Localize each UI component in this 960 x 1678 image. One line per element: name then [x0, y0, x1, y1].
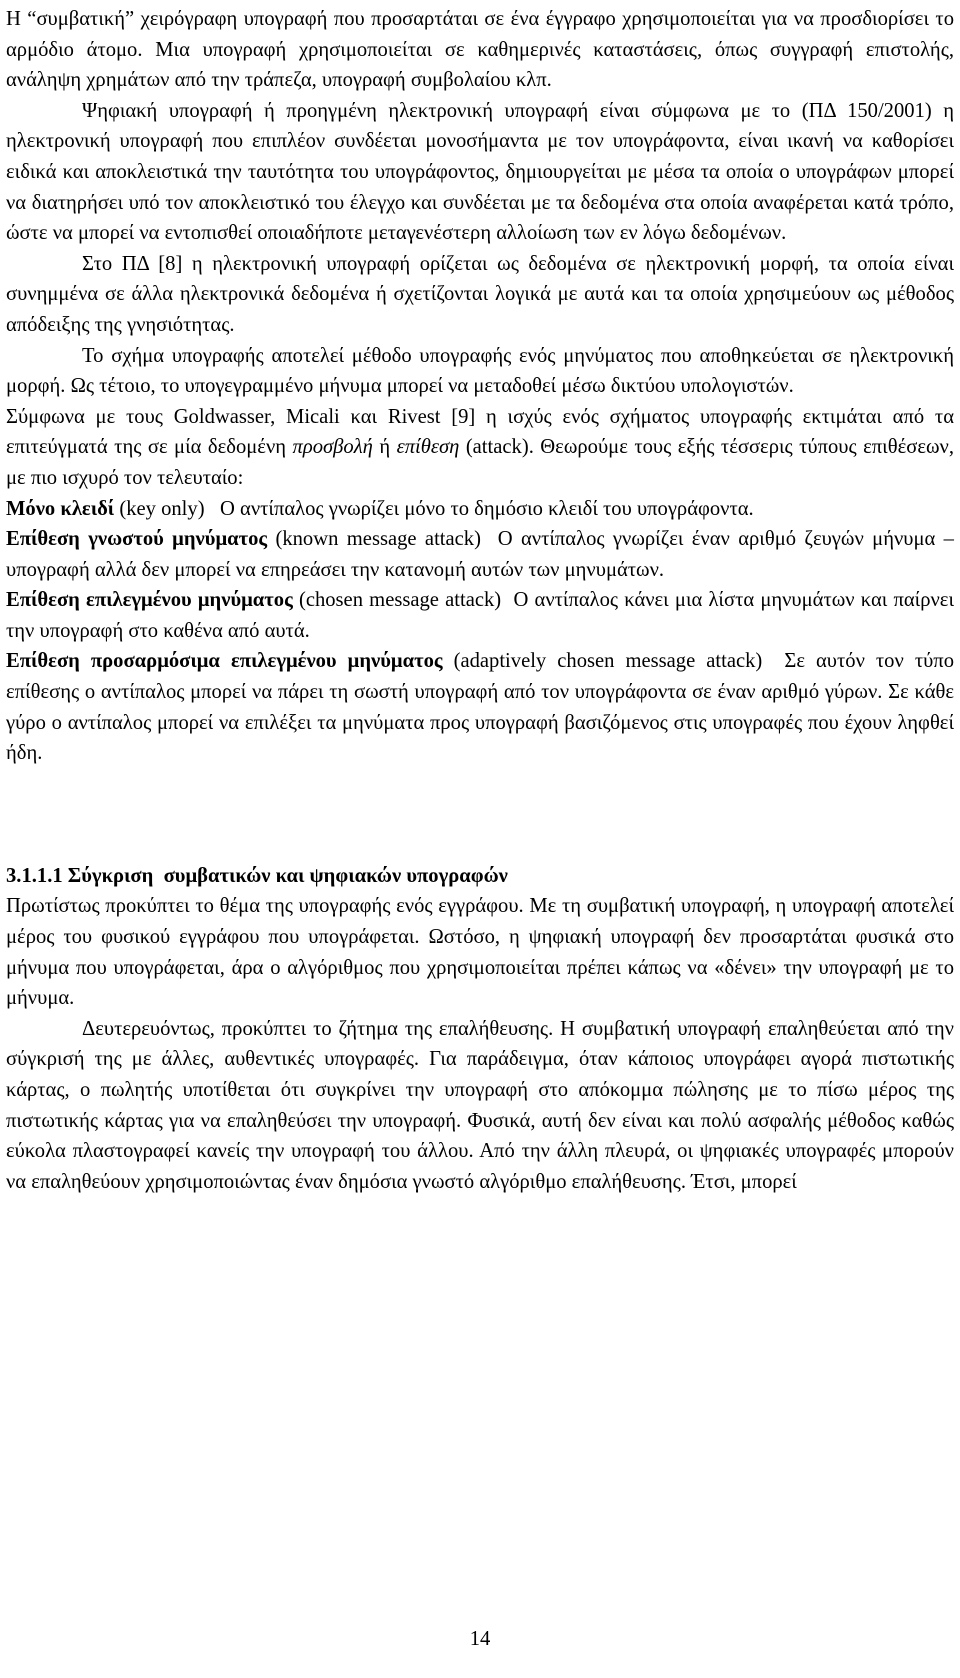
attack-intro-or: ή: [372, 436, 397, 459]
attack-known-message: [6, 524, 960, 585]
paragraph-attack-intro: [6, 402, 954, 494]
attack-term: Επίθεση γνωστού μηνύματος: [6, 528, 268, 551]
attack-term: Μόνο κλειδί: [6, 497, 115, 520]
attack-description: (known message attack) Ο αντίπαλος γνωρίζει έναν αριθμό ζευγών μήνυμα – υπογραφή αλλά δεν μπορεί να επηρεάσει την κατανομή αυτών των μηνυμάτων.: [6, 528, 960, 581]
attack-intro-end: (attack). Θεωρούμε τους εξής τέσσερις τύπους επιθέσεων, με πιο ισχυρό τον τελευταίο:: [6, 436, 954, 489]
document-page: [6, 4, 960, 1197]
attack-description: (key only) Ο αντίπαλος γνωρίζει μόνο το δημόσιο κλειδί του υπογράφοντα.: [114, 497, 754, 520]
attack-chosen-message: [6, 585, 960, 646]
attack-description: (adaptively chosen message attack) Σε αυτόν τον τύπο επίθεσης ο αντίπαλος μπορεί να πάρει τη σωστή υπογραφή από τον υπογράφοντα σε έναν αριθμό γύρων. Σε κάθε γύρο ο αντίπαλος μπορεί να επιλέξει τα μηνύματα προς υπογραφή βασιζόμενος στις υπογραφές που έχουν ληφθεί ήδη.: [6, 650, 960, 765]
section-paragraph-second: Δευτερευόντως, προκύπτει το ζήτημα της επαλήθευσης. Η συμβατική υπογραφή επαληθεύεται από την σύγκρισή της με άλλες, αυθεντικές υπογραφές. Για παράδειγμα, όταν κάποιος υπογράφει αγορά πιστωτικής κάρτας, ο πωλητής υποτίθεται ότι συγκρίνει την υπογραφή στο απόκομμα πώλησης με το πίσω μέρος της πιστωτικής κάρτας για να επαληθεύσει την υπογραφή. Φυσικά, αυτή δεν είναι και πολύ ασφαλής μέθοδος καθώς εύκολα πλαστογραφεί κανείς την υπογραφή του άλλου. Από την άλλη πλευρά, οι ψηφιακές υπογραφές μπορούν να επαληθεύουν χρησιμοποιώντας έναν δημόσια γνωστό αλγόριθμο επαλήθευσης. Έτσι, μπορεί: [6, 1017, 954, 1193]
term-epithesi: επίθεση: [396, 436, 460, 459]
attack-intro-text: Σύμφωνα με τους Goldwasser, Micali και Rivest [9] η ισχύς ενός σχήματος υπογραφής εκτιμάται από τα επιτεύγματά της σε μία δεδομένη: [6, 405, 954, 459]
section-heading: 3.1.1.1 Σύγκριση συμβατικών και ψηφιακών υπογραφών: [6, 864, 508, 887]
section-paragraph-first: Πρωτίστως προκύπτει το θέμα της υπογραφής ενός εγγράφου. Με τη συμβατική υπογραφή, η υπογραφή αποτελεί μέρος του φυσικού εγγράφου που υπογράφεται. Ωστόσο, η ψηφιακή υπογραφή δεν προσαρτάται φυσικά στο μήνυμα που υπογράφεται, άρα ο αλγόριθμος που χρησιμοποιείται πρέπει κάπως να «δένει» την υπογραφή με το μήνυμα.: [6, 895, 954, 1010]
paragraph-conventional-signature: Η “συμβατική” χειρόγραφη υπογραφή που προσαρτάται σε ένα έγγραφο χρησιμοποιείται για να προσδιορίσει το αρμόδιο άτομο. Μια υπογραφή χρησιμοποιείται σε καθημερινές καταστάσεις, όπως συγγραφή επιστολής, ανάληψη χρημάτων από την τράπεζα, υπογραφή συμβολαίου κλπ.: [6, 8, 954, 92]
attack-adaptively-chosen: [6, 646, 960, 768]
paragraph-digital-signature-definition: Ψηφιακή υπογραφή ή προηγμένη ηλεκτρονική υπογραφή είναι σύμφωνα με το (ΠΔ 150/2001) η ηλεκτρονική υπογραφή που επιπλέον συνδέεται μονοσήμαντα με τον υπογράφοντα, είναι ικανή να καθορίσει ειδικά και αποκλειστικά την ταυτότητα του υπογράφοντος, δημιουργείται με μέσα τα οποία ο υπογράφων μπορεί να διατηρήσει υπό τον αποκλειστικό του έλεγχο και συνδέεται με τα δεδομένα στα οποία αναφέρεται κατά τρόπο, ώστε να μπορεί να εντοπισθεί οποιαδήποτε μεταγενέστερη αλλοίωση των εν λόγω δεδομένων.: [6, 99, 954, 245]
paragraph-signature-scheme: Το σχήμα υπογραφής αποτελεί μέθοδο υπογραφής ενός μηνύματος που αποθηκεύεται σε ηλεκτρονική μορφή. Ως τέτοιο, το υπογεγραμμένο μήνυμα μπορεί να μεταδοθεί μέσω δικτύου υπολογιστών.: [6, 344, 954, 398]
page-number: 14: [469, 1628, 491, 1650]
attack-term: Επίθεση επιλεγμένου μηνύματος: [6, 589, 293, 612]
section-spacer: [6, 769, 954, 861]
term-prosvoli: προσβολή: [292, 436, 373, 459]
attack-key-only: [6, 494, 954, 525]
attack-description: (chosen message attack) Ο αντίπαλος κάνει μια λίστα μηνυμάτων και παίρνει την υπογραφή στο καθένα από αυτά.: [6, 589, 960, 642]
attack-term: Επίθεση προσαρμόσιμα επιλεγμένου μηνύματος: [6, 650, 443, 673]
paragraph-pd-definition: Στο ΠΔ [8] η ηλεκτρονική υπογραφή ορίζεται ως δεδομένα σε ηλεκτρονική μορφή, τα οποία είναι συνημμένα σε άλλα ηλεκτρονικά δεδομένα ή σχετίζονται λογικά με αυτά και τα οποία χρησιμεύουν ως μέθοδος απόδειξης της γνησιότητας.: [6, 252, 954, 336]
